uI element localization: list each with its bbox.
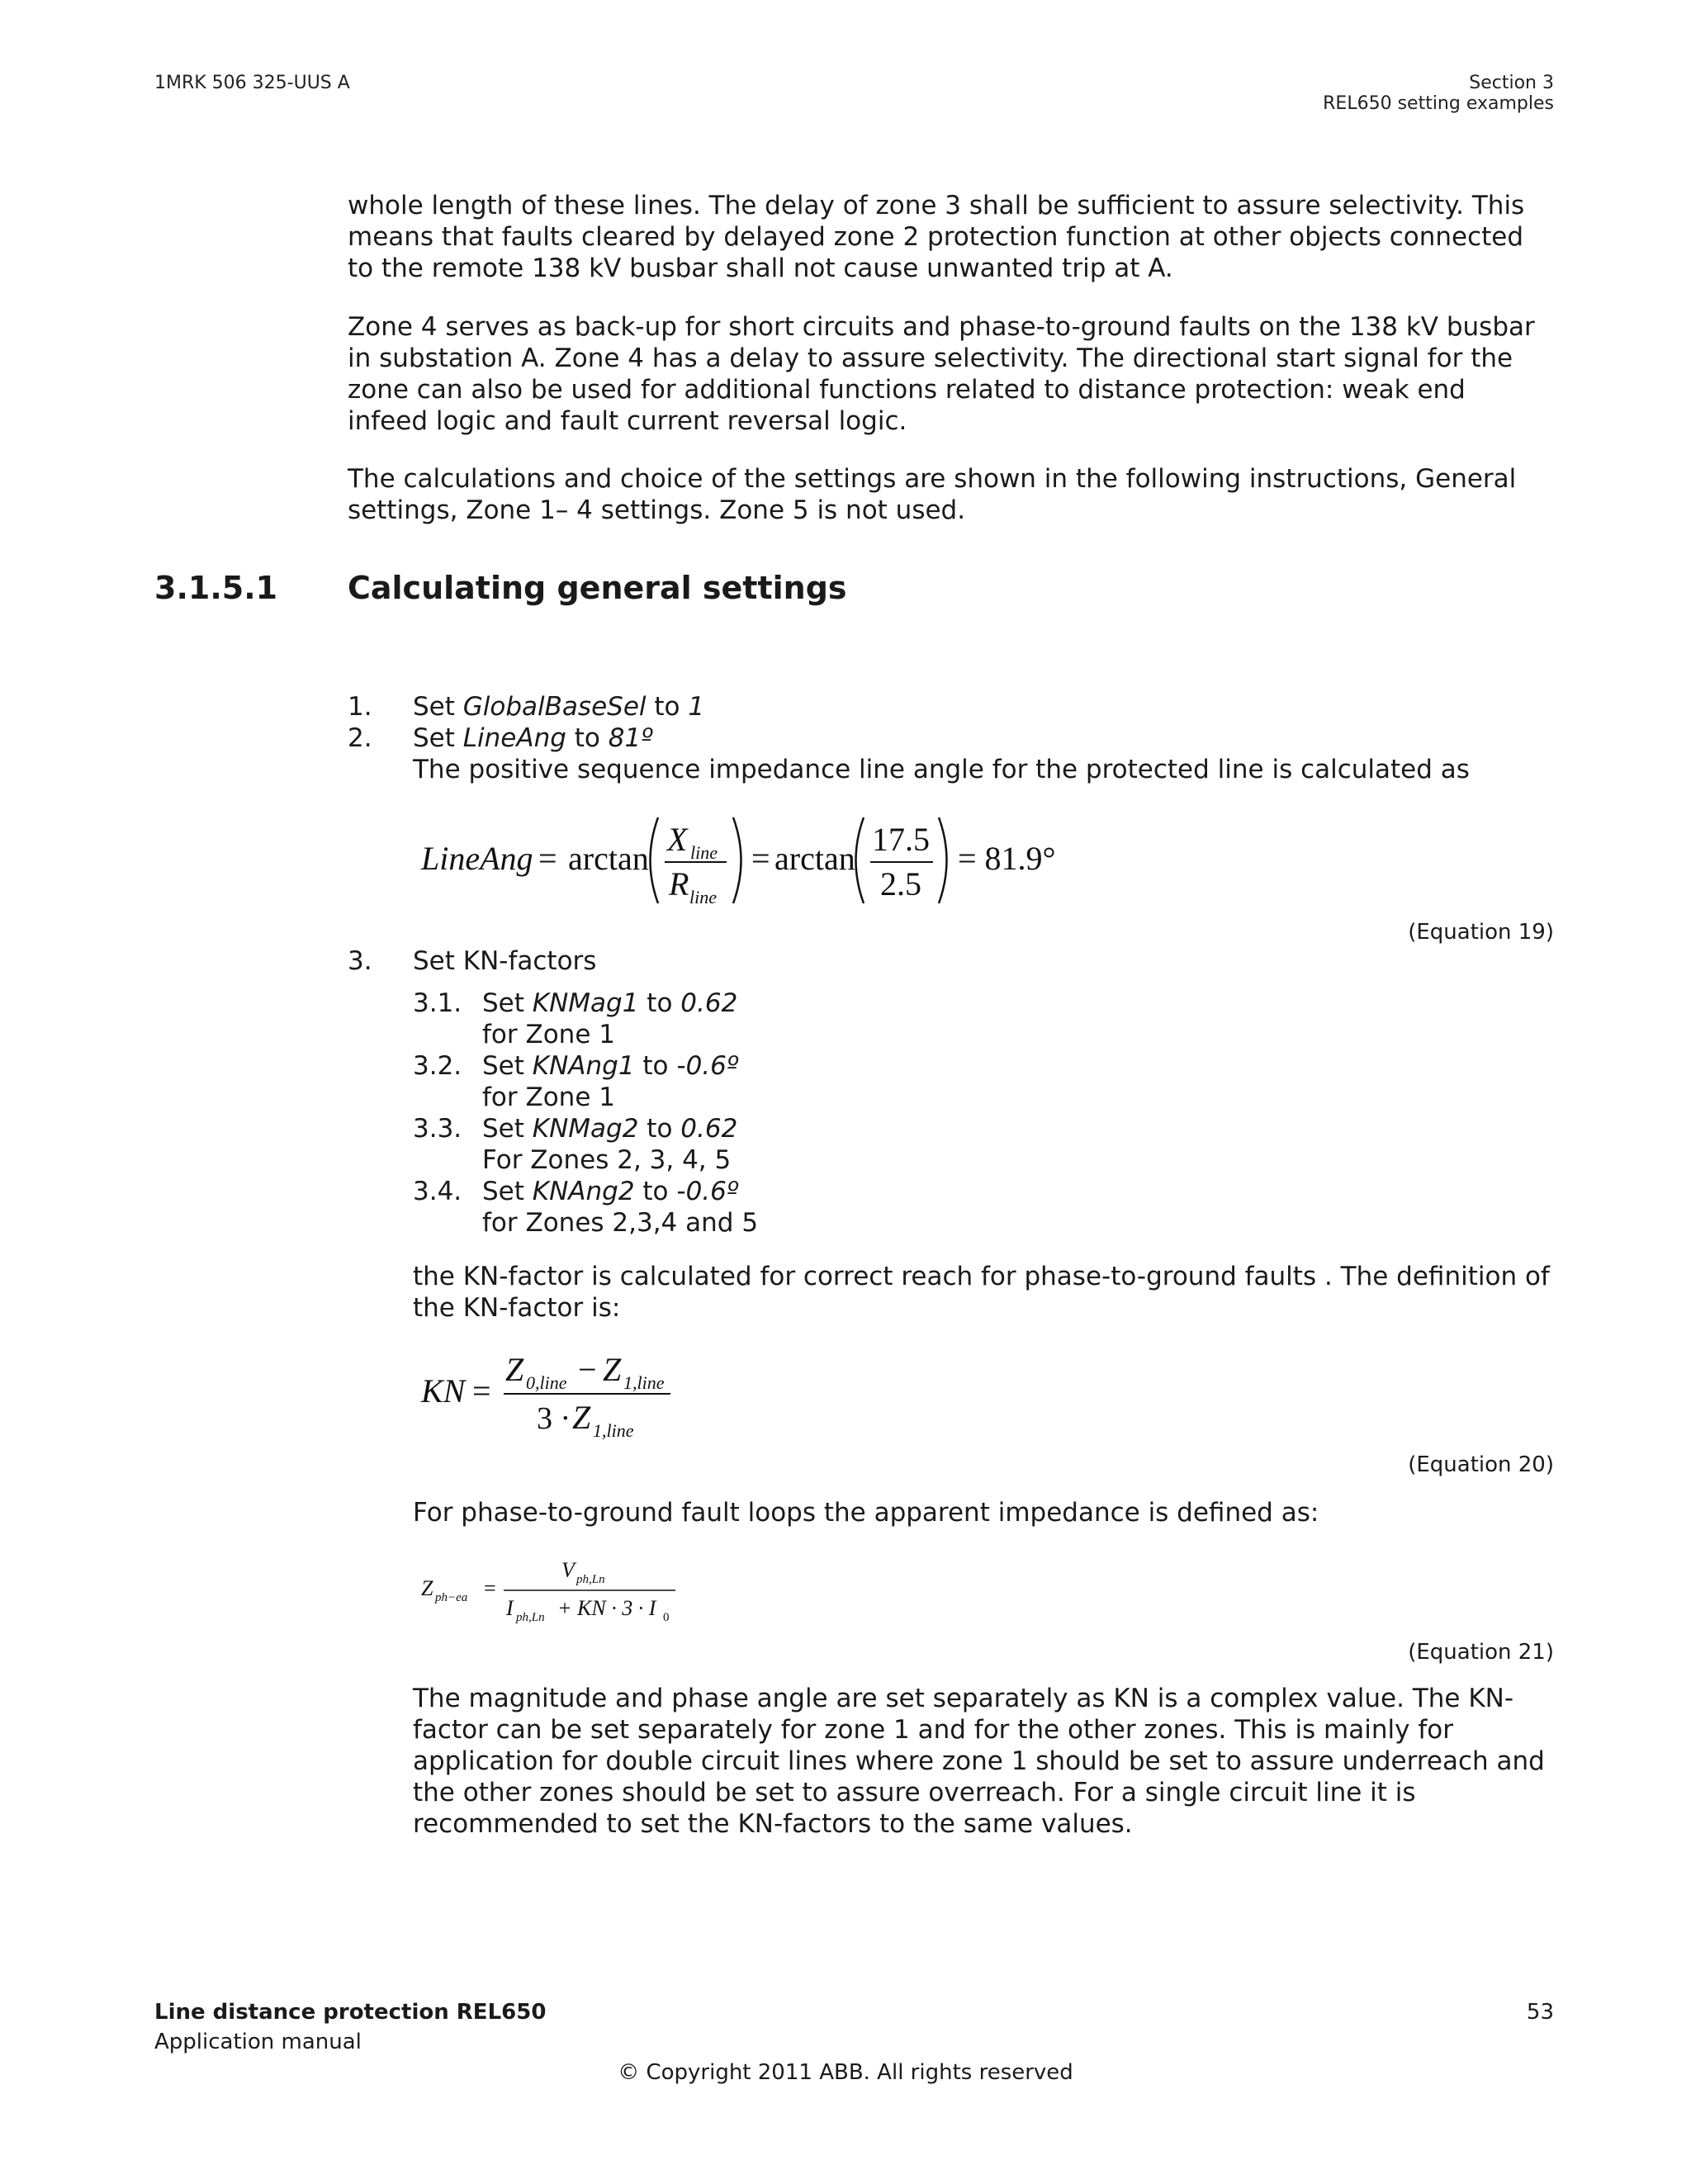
svg-text:R: R [669, 865, 689, 902]
footer-product: Line distance protection REL650 [154, 2000, 547, 2025]
section-number: 3.1.5.1 [154, 570, 278, 606]
step-1-text: Set GlobalBaseSel to 1 [413, 692, 705, 722]
svg-text:line: line [689, 887, 717, 907]
paragraph-zone3: whole length of these lines. The delay of zone 3 shall be sufficient to assure selectivity. This means that faults cleared by delayed zone 2 protection function at other objects connected to the remote 138 kV busbar shall not cause unwanted trip at A. [348, 191, 1525, 283]
substep-3-3-number: 3.3. [413, 1114, 462, 1144]
svg-text:I: I [506, 1596, 514, 1620]
equation-21 [413, 1552, 694, 1627]
substep-3-2-text: Set KNAng1 to -0.6º [482, 1051, 739, 1081]
svg-text:3 ·: 3 · [537, 1401, 571, 1436]
step-2-text: Set LineAng to 81º [413, 723, 653, 753]
svg-text:1,line: 1,line [623, 1372, 665, 1393]
substep-3-3-text: Set KNMag2 to 0.62 [482, 1114, 738, 1144]
paragraph-calculations: The calculations and choice of the settings are shown in the following instructions, General settings, Zone 1– 4 settings. Zone 5 is not used. [348, 464, 1517, 525]
step-2-description: The positive sequence impedance line angle for the protected line is calculated as [413, 755, 1470, 784]
svg-text:0,line: 0,line [526, 1372, 567, 1393]
svg-text:2.5: 2.5 [880, 865, 921, 902]
svg-text:Z: Z [603, 1351, 622, 1388]
svg-text:ph−ea: ph−ea [435, 1591, 468, 1604]
svg-text:−: − [578, 1351, 597, 1388]
doc-id: 1MRK 506 325-UUS A [154, 73, 350, 93]
step-2-number: 2. [348, 723, 372, 753]
svg-text:=: = [538, 840, 557, 877]
svg-text:Z: Z [505, 1351, 524, 1388]
section-title: Calculating general settings [348, 570, 847, 606]
copyright: © Copyright 2011 ABB. All rights reserved [618, 2060, 1073, 2085]
equation-19-label: (Equation 19) [1408, 920, 1554, 945]
svg-text:=: = [751, 840, 770, 877]
svg-text:1,line: 1,line [593, 1420, 634, 1441]
equation-20 [413, 1346, 694, 1445]
substep-3-1-text: Set KNMag1 to 0.62 [482, 988, 738, 1018]
svg-text:+ KN · 3 · I: + KN · 3 · I [557, 1596, 656, 1620]
value-lineang: 81º [608, 723, 653, 753]
equation-21-label: (Equation 21) [1408, 1640, 1554, 1665]
equation-20-label: (Equation 20) [1408, 1452, 1554, 1477]
page-number: 53 [1526, 2000, 1554, 2025]
paragraph-zone4: Zone 4 serves as back-up for short circuits and phase-to-ground faults on the 138 kV busbar in substation A. Zone 4 has a delay to assure selectivity. The directional start signal for the zone can also be used for additional functions related to distance protection: weak end infeed logic and fault current reversal logic. [348, 312, 1535, 436]
apparent-impedance-text: For phase-to-ground fault loops the apparent impedance is defined as: [413, 1498, 1319, 1528]
substep-3-1-note: for Zone 1 [482, 1020, 615, 1049]
svg-text:=: = [472, 1372, 491, 1409]
svg-text:V: V [561, 1558, 575, 1582]
header-section: Section 3 [1469, 73, 1554, 93]
svg-text:line: line [690, 842, 718, 863]
substep-3-4-note: for Zones 2,3,4 and 5 [482, 1208, 759, 1238]
value-globalbasesel: 1 [688, 692, 705, 722]
substep-3-4-number: 3.4. [413, 1177, 462, 1206]
kn-intro-paragraph: the KN-factor is calculated for correct reach for phase-to-ground faults . The definition of the KN-factor is: [413, 1262, 1550, 1323]
substep-3-4-text: Set KNAng2 to -0.6º [482, 1177, 739, 1206]
svg-text:X: X [667, 821, 688, 858]
param-lineang: LineAng [462, 723, 566, 753]
substep-3-2-note: for Zone 1 [482, 1083, 615, 1112]
svg-text:Z: Z [572, 1399, 591, 1436]
substep-3-2-number: 3.2. [413, 1051, 462, 1081]
svg-text:LineAng: LineAng [421, 840, 533, 877]
svg-text:arctan: arctan [568, 840, 649, 877]
svg-text:0: 0 [663, 1611, 670, 1624]
svg-text:arctan: arctan [774, 840, 855, 877]
header-section-title: REL650 setting examples [1323, 93, 1554, 114]
footer-manual: Application manual [154, 2030, 362, 2054]
svg-text:=: = [484, 1576, 496, 1600]
equation-19 [413, 808, 1090, 915]
step-1-number: 1. [348, 692, 372, 722]
substep-3-1-number: 3.1. [413, 988, 462, 1018]
svg-text:ph,Ln: ph,Ln [516, 1611, 545, 1624]
svg-text:= 81.9°: = 81.9° [958, 840, 1056, 877]
svg-text:ph,Ln: ph,Ln [576, 1573, 605, 1586]
svg-text:KN: KN [421, 1372, 466, 1409]
step-3-text: Set KN-factors [413, 946, 597, 976]
svg-text:Z: Z [421, 1576, 433, 1600]
magnitude-paragraph: The magnitude and phase angle are set separately as KN is a complex value. The KN-factor can be set separately for zone 1 and for the other zones. This is mainly for application for double circuit lines where zone 1 should be set to assure underreach and the other zones should be set to assure overreach. For a single circuit line it is recommended to set the KN-factors to the same values. [413, 1684, 1545, 1839]
step-3-number: 3. [348, 946, 372, 976]
svg-text:17.5: 17.5 [872, 821, 930, 858]
param-globalbasesel: GlobalBaseSel [462, 692, 647, 722]
substep-3-3-note: For Zones 2, 3, 4, 5 [482, 1145, 732, 1175]
